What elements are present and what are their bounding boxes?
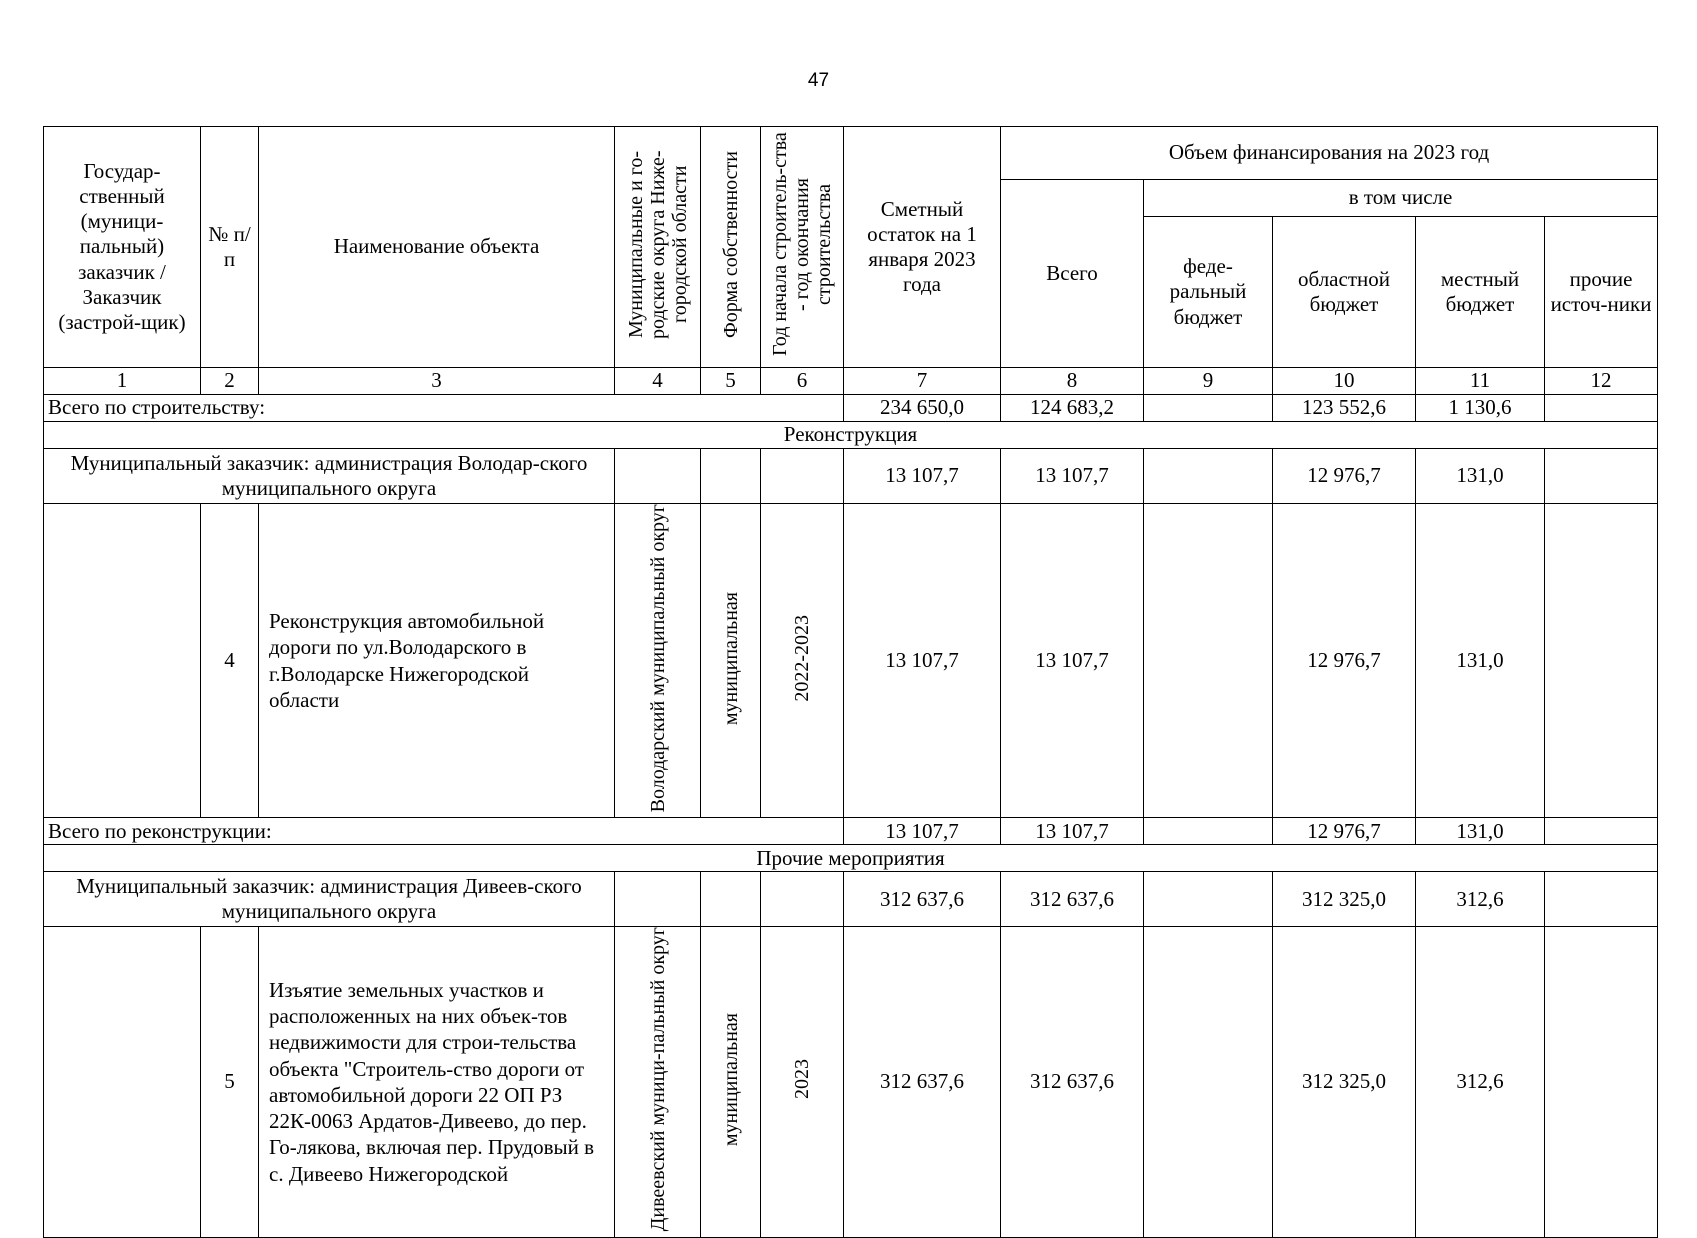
cell-remainder: 13 107,7 xyxy=(844,449,1001,504)
header-federal: феде-ральный бюджет xyxy=(1144,217,1273,368)
cell-ownership: муниципальная xyxy=(701,504,761,818)
cell-other xyxy=(1545,504,1658,818)
column-number: 4 xyxy=(615,368,701,395)
cell-total: 13 107,7 xyxy=(1001,818,1144,845)
header-local: местный бюджет xyxy=(1416,217,1545,368)
cell-years xyxy=(761,449,844,504)
cell-municipality xyxy=(615,449,701,504)
cell-federal xyxy=(1144,872,1273,927)
cell-remainder: 13 107,7 xyxy=(844,504,1001,818)
cell-remainder: 312 637,6 xyxy=(844,927,1001,1237)
cell-total: 13 107,7 xyxy=(1001,449,1144,504)
cell-local: 1 130,6 xyxy=(1416,395,1545,422)
cell-federal xyxy=(1144,818,1273,845)
section-reconstruction-title: Реконструкция xyxy=(44,422,1658,449)
cell-federal xyxy=(1144,395,1273,422)
column-number: 11 xyxy=(1416,368,1545,395)
header-customer: Государ-ственный (муници-пальный) заказчик / Заказчик (застрой-щик) xyxy=(44,127,201,368)
cell-total: 13 107,7 xyxy=(1001,504,1144,818)
cell-local: 131,0 xyxy=(1416,449,1545,504)
column-number: 6 xyxy=(761,368,844,395)
reconstruction-total-row xyxy=(44,818,1658,845)
column-number: 9 xyxy=(1144,368,1273,395)
header-remainder: Сметный остаток на 1 января 2023 года xyxy=(844,127,1001,368)
cell-remainder: 13 107,7 xyxy=(844,818,1001,845)
cell-years: 2022-2023 xyxy=(761,504,844,818)
header-financing: Объем финансирования на 2023 год xyxy=(1001,127,1658,180)
cell-regional: 123 552,6 xyxy=(1273,395,1416,422)
reconstruction-total-label: Всего по реконструкции: xyxy=(44,818,844,845)
other-measures-customer-row xyxy=(44,872,1658,927)
column-numbers-row xyxy=(44,368,1658,395)
cell-regional: 12 976,7 xyxy=(1273,504,1416,818)
reconstruction-customer-row xyxy=(44,449,1658,504)
cell-federal xyxy=(1144,927,1273,1237)
header-no: № п/п xyxy=(201,127,259,368)
cell-no: 4 xyxy=(201,504,259,818)
cell-municipality xyxy=(615,872,701,927)
cell-federal xyxy=(1144,504,1273,818)
header-years: Год начала строитель-ства - год окончания строительства xyxy=(761,127,844,368)
header-regional: областной бюджет xyxy=(1273,217,1416,368)
customer-label: Муниципальный заказчик: администрация Володар-ского муниципального округа xyxy=(44,449,615,504)
cell-ownership xyxy=(701,872,761,927)
other-measures-item-row xyxy=(44,927,1658,1237)
cell-remainder: 234 650,0 xyxy=(844,395,1001,422)
construction-total-label: Всего по строительству: xyxy=(44,395,844,422)
cell-years xyxy=(761,872,844,927)
cell-other xyxy=(1545,449,1658,504)
construction-total-row xyxy=(44,395,1658,422)
customer-label: Муниципальный заказчик: администрация Дивеев-ского муниципального округа xyxy=(44,872,615,927)
cell-local: 131,0 xyxy=(1416,504,1545,818)
cell-regional: 312 325,0 xyxy=(1273,872,1416,927)
section-reconstruction-row xyxy=(44,422,1658,449)
cell-regional: 12 976,7 xyxy=(1273,818,1416,845)
cell-municipality: Дивеевский муници-пальный округ xyxy=(615,927,701,1237)
header-row-1 xyxy=(44,127,1658,180)
column-number: 1 xyxy=(44,368,201,395)
header-total: Всего xyxy=(1001,180,1144,368)
cell-other xyxy=(1545,927,1658,1237)
page-number: 47 xyxy=(807,70,830,91)
cell-total: 124 683,2 xyxy=(1001,395,1144,422)
column-number: 12 xyxy=(1545,368,1658,395)
cell-object-name: Реконструкция автомобильной дороги по ул.Володарского в г.Володарске Нижегородской области xyxy=(259,504,615,818)
cell-local: 312,6 xyxy=(1416,927,1545,1237)
cell-ownership xyxy=(701,449,761,504)
cell-local: 312,6 xyxy=(1416,872,1545,927)
cell-customer xyxy=(44,504,201,818)
cell-customer xyxy=(44,927,201,1237)
reconstruction-item-row xyxy=(44,504,1658,818)
header-object: Наименование объекта xyxy=(259,127,615,368)
cell-other xyxy=(1545,818,1658,845)
cell-municipality: Володарский муниципальный округ xyxy=(615,504,701,818)
section-other-measures-row xyxy=(44,845,1658,872)
column-number: 2 xyxy=(201,368,259,395)
header-ownership: Форма собственности xyxy=(701,127,761,368)
column-number: 5 xyxy=(701,368,761,395)
cell-federal xyxy=(1144,449,1273,504)
column-number: 8 xyxy=(1001,368,1144,395)
column-number: 3 xyxy=(259,368,615,395)
cell-other xyxy=(1545,395,1658,422)
cell-ownership: муниципальная xyxy=(701,927,761,1237)
column-number: 7 xyxy=(844,368,1001,395)
header-other: прочие источ-ники xyxy=(1545,217,1658,368)
cell-total: 312 637,6 xyxy=(1001,872,1144,927)
cell-local: 131,0 xyxy=(1416,818,1545,845)
financing-table xyxy=(43,126,1658,1238)
header-municipality: Муниципальные и го-родские округа Ниже-городской области xyxy=(615,127,701,368)
cell-no: 5 xyxy=(201,927,259,1237)
cell-years: 2023 xyxy=(761,927,844,1237)
header-including: в том числе xyxy=(1144,180,1658,217)
section-other-measures-title: Прочие мероприятия xyxy=(44,845,1658,872)
column-number: 10 xyxy=(1273,368,1416,395)
cell-object-name: Изъятие земельных участков и расположенных на них объек-тов недвижимости для строи-тельства объекта "Строитель-ство дороги от автомобильной дороги 22 ОП РЗ 22К-0063 Ардатов-Дивеево, до пер. Го-лякова, включая пер. Прудовый в с. Дивеево Нижегородской xyxy=(259,927,615,1237)
cell-regional: 12 976,7 xyxy=(1273,449,1416,504)
cell-regional: 312 325,0 xyxy=(1273,927,1416,1237)
cell-total: 312 637,6 xyxy=(1001,927,1144,1237)
cell-remainder: 312 637,6 xyxy=(844,872,1001,927)
cell-other xyxy=(1545,872,1658,927)
